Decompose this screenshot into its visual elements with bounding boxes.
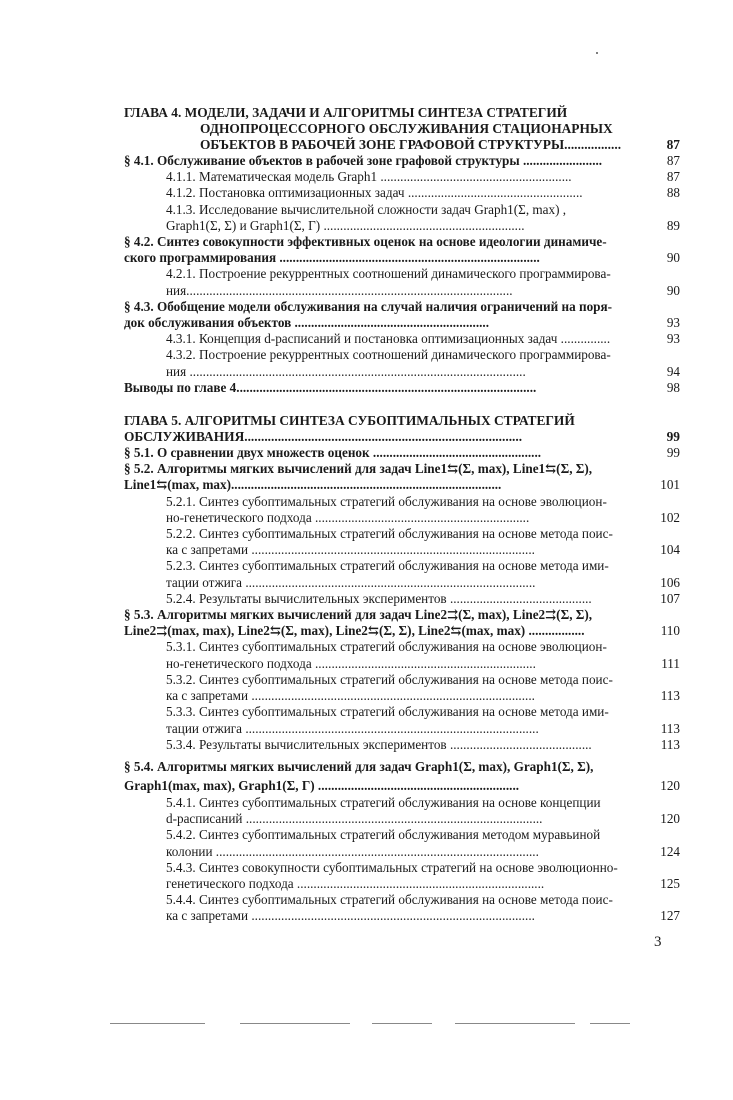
page-ref: 127 [660, 908, 680, 924]
toc-subsection-4-1-2[interactable] [124, 185, 680, 201]
page-ref: 89 [666, 217, 680, 233]
toc-subsection-5-2-2[interactable] [124, 526, 680, 558]
page-ref: 90 [666, 250, 680, 266]
chapter-title-line: ГЛАВА 5. АЛГОРИТМЫ СИНТЕЗА СУБОПТИМАЛЬНЫХ СТРАТЕГИЙ [124, 413, 575, 429]
spacer [124, 396, 680, 413]
toc-subsection-5-2-3[interactable] [124, 558, 680, 590]
page-ref: 99 [666, 445, 680, 461]
entry-title-line: 5.2.2. Синтез субоптимальных стратегий обслуживания на основе метода поис- [166, 526, 613, 542]
entry-title-line: но-генетического подхода ................................................................... [166, 655, 536, 671]
toc-section-4-1[interactable] [124, 153, 680, 169]
entry-title-line: 5.3.3. Синтез субоптимальных стратегий обслуживания на основе метода ими- [166, 704, 609, 720]
page-ref: 106 [660, 574, 680, 590]
page-ref: 113 [660, 736, 680, 752]
entry-title-line: генетического подхода ........................................................................... [166, 875, 545, 891]
toc-subsection-4-3-1[interactable] [124, 331, 680, 347]
entry-title-line: Graph1(max, max), Graph1(Σ, Γ) ............................................................. [124, 777, 520, 793]
entry-title-line: § 5.4. Алгоритмы мягких вычислений для задач Graph1(Σ, max), Graph1(Σ, Σ), [124, 758, 594, 774]
toc-subsection-5-4-3[interactable] [124, 860, 680, 892]
toc-subsection-5-3-2[interactable] [124, 672, 680, 704]
chapter-title-line: ГЛАВА 4. МОДЕЛИ, ЗАДАЧИ И АЛГОРИТМЫ СИНТЕЗА СТРАТЕГИЙ [124, 105, 568, 120]
page-ref: 120 [660, 811, 680, 827]
page-ref: 87 [666, 137, 680, 152]
entry-title-line: ского программирования ............................................................................... [124, 250, 540, 266]
page-ref: 94 [666, 363, 680, 379]
scan-speck [596, 52, 598, 54]
page-ref: 124 [660, 843, 680, 859]
page-ref: 87 [666, 169, 680, 185]
page-ref: 90 [666, 282, 680, 298]
entry-title-line: 5.4.2. Синтез субоптимальных стратегий обслуживания методом муравьиной [166, 827, 601, 843]
toc-subsection-5-3-1[interactable] [124, 639, 680, 671]
page-ref: 107 [660, 590, 680, 606]
entry-title: 4.1.2. Постановка оптимизационных задач ..................................................... [166, 185, 583, 201]
entry-title: 4.1.1. Математическая модель Graph1 .......................................................... [166, 169, 572, 185]
entry-title-line: колонии .................................................................................................. [166, 843, 539, 859]
entry-title: § 4.1. Обслуживание объектов в рабочей зоне графовой структуры ........................ [124, 153, 603, 168]
entry-title-line: § 5.2. Алгоритмы мягких вычислений для задач Line1⇆(Σ, max), Line1⇆(Σ, Σ), [124, 461, 593, 477]
entry-title-line: Line1⇆(max, max).................................................................................. [124, 477, 502, 493]
entry-title-line: тации отжига ........................................................................................ [166, 574, 536, 590]
page-ref: 111 [661, 655, 680, 671]
entry-title-line: ка с запретами ...................................................................................... [166, 688, 535, 704]
toc-section-4-2[interactable] [124, 234, 680, 266]
page-ref: 93 [666, 315, 680, 331]
page-number: 3 [654, 934, 662, 950]
entry-title-line: § 4.2. Синтез совокупности эффективных оценок на основе идеологии динамиче- [124, 234, 607, 250]
toc-section-5-4[interactable] [124, 757, 680, 795]
page-ref: 101 [660, 477, 680, 493]
toc-subsection-5-2-1[interactable] [124, 494, 680, 526]
toc-subsection-5-4-1[interactable] [124, 795, 680, 827]
toc-section-5-2[interactable] [124, 461, 680, 493]
scan-artifacts [110, 1023, 630, 1026]
entry-title: 4.3.1. Концепция d-расписаний и постановка оптимизационных задач ............... [166, 331, 611, 347]
toc-subsection-4-1-3[interactable] [124, 202, 680, 234]
toc-section-5-3[interactable] [124, 607, 680, 639]
entry-title-line: док обслуживания объектов ........................................................... [124, 315, 490, 331]
entry-title-line: 5.3.1. Синтез субоптимальных стратегий обслуживания на основе эволюцион- [166, 639, 607, 655]
toc-subsection-5-3-4[interactable] [124, 737, 680, 753]
entry-title-line: ка с запретами ...................................................................................... [166, 908, 535, 924]
page-ref: 104 [660, 542, 680, 558]
toc-section-5-1[interactable] [124, 445, 680, 461]
page-ref: 113 [660, 688, 680, 704]
entry-title-line: 5.4.4. Синтез субоптимальных стратегий обслуживания на основе метода поис- [166, 892, 613, 908]
entry-title: 5.3.4. Результаты вычислительных экспериментов ........................................... [166, 736, 592, 752]
entry-title-line: 5.2.3. Синтез субоптимальных стратегий обслуживания на основе метода ими- [166, 558, 609, 574]
entry-title: Выводы по главе 4........................................................................................... [124, 379, 537, 395]
entry-title-line: Line2⇉(max, max), Line2⇆(Σ, max), Line2⇆(Σ, Σ), Line2⇆(max, max) ................. [124, 623, 585, 639]
toc-subsection-4-1-1[interactable] [124, 169, 680, 185]
entry-title-line: ния................................................................................................... [166, 282, 513, 298]
entry-title-line: Graph1(Σ, Σ) и Graph1(Σ, Γ) ............................................................. [166, 217, 525, 233]
table-of-contents [124, 105, 680, 925]
chapter-title-line: ОБЪЕКТОВ В РАБОЧЕЙ ЗОНЕ ГРАФОВОЙ СТРУКТУРЫ................. [200, 137, 622, 152]
page-ref: 87 [666, 153, 680, 168]
chapter-title-line: ОБСЛУЖИВАНИЯ................................................................................... [124, 429, 523, 445]
page-ref: 98 [666, 379, 680, 395]
toc-subsection-4-3-2[interactable] [124, 347, 680, 379]
entry-title-line: но-генетического подхода ................................................................. [166, 509, 530, 525]
page-ref: 110 [660, 623, 680, 639]
entry-title: 5.2.4. Результаты вычислительных экспериментов ........................................... [166, 590, 592, 606]
toc-subsection-4-2-1[interactable] [124, 266, 680, 298]
page-ref: 99 [666, 429, 680, 445]
entry-title-line: 4.3.2. Построение рекуррентных соотношений динамического программирова- [166, 347, 611, 363]
entry-title-line: § 5.3. Алгоритмы мягких вычислений для задач Line2⇉(Σ, max), Line2⇉(Σ, Σ), [124, 607, 593, 623]
entry-title-line: 5.2.1. Синтез субоптимальных стратегий обслуживания на основе эволюцион- [166, 493, 607, 509]
toc-section-4-3[interactable] [124, 299, 680, 331]
toc-conclusions-4[interactable] [124, 380, 680, 396]
entry-title-line: § 4.3. Обобщение модели обслуживания на случай наличия ограничений на поря- [124, 298, 613, 314]
entry-title-line: 4.1.3. Исследование вычислительной сложности задач Graph1(Σ, max) , [166, 201, 567, 217]
entry-title: § 5.1. О сравнении двух множеств оценок ................................................... [124, 445, 542, 461]
page-ref: 93 [666, 331, 680, 347]
page-ref: 125 [660, 875, 680, 891]
toc-subsection-5-2-4[interactable] [124, 591, 680, 607]
entry-title-line: d-расписаний .......................................................................................... [166, 811, 543, 827]
toc-chapter-4[interactable] [124, 105, 680, 153]
chapter-title-line: ОДНОПРОЦЕССОРНОГО ОБСЛУЖИВАНИЯ СТАЦИОНАРНЫХ [200, 121, 613, 136]
toc-chapter-5[interactable] [124, 413, 680, 445]
page-ref: 120 [660, 777, 680, 793]
toc-subsection-5-4-2[interactable] [124, 827, 680, 859]
entry-title-line: 5.4.1. Синтез субоптимальных стратегий обслуживания на основе концепции [166, 794, 601, 810]
entry-title-line: 5.4.3. Синтез совокупности субоптимальных стратегий на основе эволюционно- [166, 859, 618, 875]
entry-title-line: 5.3.2. Синтез субоптимальных стратегий обслуживания на основе метода поис- [166, 671, 613, 687]
entry-title-line: 4.2.1. Построение рекуррентных соотношений динамического программирова- [166, 266, 611, 282]
toc-subsection-5-4-4[interactable] [124, 892, 680, 924]
entry-title-line: ния ...................................................................................................... [166, 363, 526, 379]
toc-subsection-5-3-3[interactable] [124, 704, 680, 736]
page-ref: 102 [660, 509, 680, 525]
page-ref: 113 [660, 720, 680, 736]
entry-title-line: тации отжига ......................................................................................... [166, 720, 539, 736]
page-ref: 88 [666, 185, 680, 201]
entry-title-line: ка с запретами ...................................................................................... [166, 542, 535, 558]
